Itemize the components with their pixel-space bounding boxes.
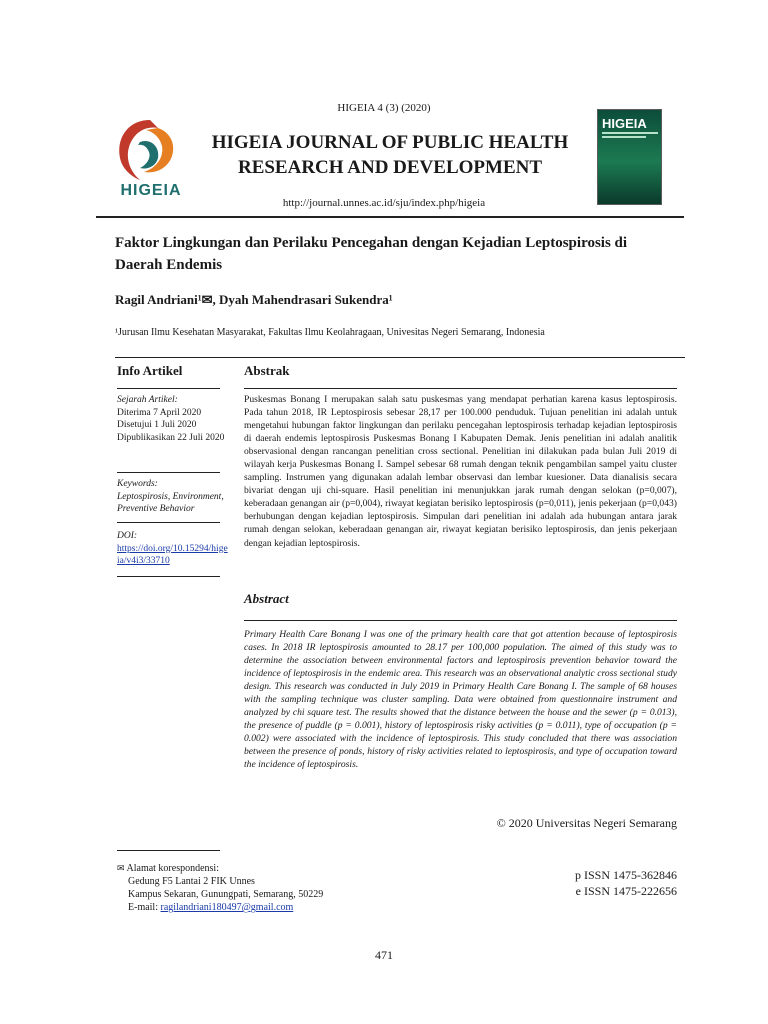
info-heading: Info Artikel: [117, 363, 183, 378]
keywords-block: [117, 478, 229, 516]
keywords-list: Leptospirosis, Environment, Preventive Behavior: [117, 491, 224, 514]
issn-block: [470, 867, 677, 899]
author-affiliation: ¹Jurusan Ilmu Kesehatan Masyarakat, Fakultas Ilmu Keolahragaan, Univesitas Negeri Semarang, Indonesia: [115, 327, 545, 338]
footer-divider: [117, 850, 220, 851]
higeia-logo-icon: [110, 112, 190, 187]
cover-stripe: [602, 132, 658, 134]
info-divider: [117, 522, 220, 523]
info-divider: [117, 576, 220, 577]
correspondence-block: [117, 862, 417, 914]
doi-link[interactable]: https://doi.org/10.15294/higeia/v4i3/33710: [117, 543, 228, 566]
article-history: [117, 394, 229, 444]
cover-stripe: [602, 136, 646, 138]
published-date: Dipublikasikan 22 Juli 2020: [117, 432, 225, 443]
e-issn: e ISSN 1475-222656: [575, 884, 677, 898]
issue-label: HIGEIA 4 (3) (2020): [337, 102, 431, 114]
approved-date: Disetujui 1 Juli 2020: [117, 420, 197, 430]
keywords-label: Keywords:: [117, 479, 158, 489]
abstrak-divider: [244, 388, 677, 389]
info-divider: [117, 388, 220, 389]
p-issn: p ISSN 1475-362846: [574, 868, 677, 882]
page-number: 471: [375, 948, 393, 962]
abstract-text: Primary Health Care Bonang I was one of the primary health care that got attention because of leptospirosis cases. In 2018 IR leptospirosis amounted to 28.17 per 100,000 population. The aimed of this study was to determine the association between environmental factors and leptospirosis prevention behavior toward the incidence of leptospirosis in the endemic area. This research was an observational analytic cross sectional study design. This research was conducted in July 2019 in Primary Health Care Bonang I. The sample of 68 houses with the sampling technique was cluster sampling. Data were obtained from questionnaire instrument and analyzed by chi square test. The results showed that the distance between the house and the sewer (p = 0.013), the presence of puddle (p = 0.001), history of leptospirosis risky activities (p = 0.011), type of occupation (p = 0.002) were associated with the incidence of leptospirosis. This study concluded that there was association between the presence of ponds, history of risky activities related to leptospirosis, and type of occupation toward the incidence of leptospirosis.: [244, 629, 677, 771]
received-date: Diterima 7 April 2020: [117, 407, 202, 418]
info-divider: [117, 472, 220, 473]
corr-line2: Kampus Sekaran, Gunungpati, Semarang, 50229: [128, 889, 324, 900]
email-label: E-mail:: [128, 902, 158, 913]
abstrak-text: Puskesmas Bonang I merupakan salah satu puskesmas yang mendapat perhatian karena kasus leptospirosis. Pada tahun 2018, IR Leptospirosis sebesar 28,17 per 100.000 penduduk. Tujuan penelitian ini adalah untuk mengetahui hubungan faktor lingkungan dan perilaku pencegahan leptospirosis terhadap kejadian leptospirosis di daerah endemis leptospirosis Puskesmas Bonang I Kabupaten Demak. Jenis penelitian ini adalah analitik observasional dengan rancangan penelitian cross sectional. Penelitian ini dilakukan pada bulan Juli 2019 di wilayah kerja Puskesmas Bonang I. Sampel sebesar 68 rumah dengan teknik pengambilan sampel yaitu cluster sampling. Instrumen yang digunakan adalah lembar observasi dan lembar kuesioner. Data dianalisis secara bivariat dengan uji chi-square. Hasil penelitian ini menunjukkan jarak rumah dengan selokan (p=0,007), keberadaan genangan air (p=0,004), riwayat kegiatan berisiko leptospirosis (p=0,011), jenis pekerjaan (p=0,043) berhubungan dengan kejadian leptospirosis. Simpulan dari penelitian ini adalah ada hubungan antara jarak rumah dengan selokan, keberadaan genangan air, riwayat kegiatan berisiko leptospirosis, dan jenis pekerjaan dengan kejadian leptospirosis.: [244, 394, 677, 549]
journal-url-link[interactable]: http://journal.unnes.ac.id/sju/index.php/higeia: [282, 197, 486, 209]
history-label: Sejarah Artikel:: [117, 395, 178, 405]
journal-url[interactable]: [0, 197, 768, 209]
article-title: Faktor Lingkungan dan Perilaku Pencegahan dengan Kejadian Leptospirosis di Daerah Endemis: [115, 235, 628, 273]
journal-cover-image: [597, 109, 662, 205]
copyright: © 2020 Universitas Negeri Semarang: [496, 816, 677, 830]
envelope-icon: ✉: [117, 863, 125, 873]
corr-label: Alamat korespondensi:: [126, 863, 219, 874]
abstract-divider: [244, 620, 677, 621]
header-divider: [96, 216, 684, 218]
email-link[interactable]: ragilandriani180497@gmail.com: [160, 902, 294, 913]
cover-title: HIGEIA: [602, 116, 647, 131]
logo-text: HIGEIA: [120, 182, 182, 199]
doi-label: DOI:: [117, 531, 138, 541]
abstract-heading: Abstract: [244, 591, 289, 606]
journal-title: HIGEIA JOURNAL OF PUBLIC HEALTH RESEARCH AND DEVELOPMENT: [211, 132, 569, 178]
meta-divider: [115, 357, 685, 358]
corr-line1: Gedung F5 Lantai 2 FIK Unnes: [128, 876, 255, 887]
doi-block: [117, 530, 229, 568]
abstrak-heading: Abstrak: [244, 363, 290, 378]
article-authors: Ragil Andriani¹✉, Dyah Mahendrasari Sukendra¹: [115, 292, 393, 307]
